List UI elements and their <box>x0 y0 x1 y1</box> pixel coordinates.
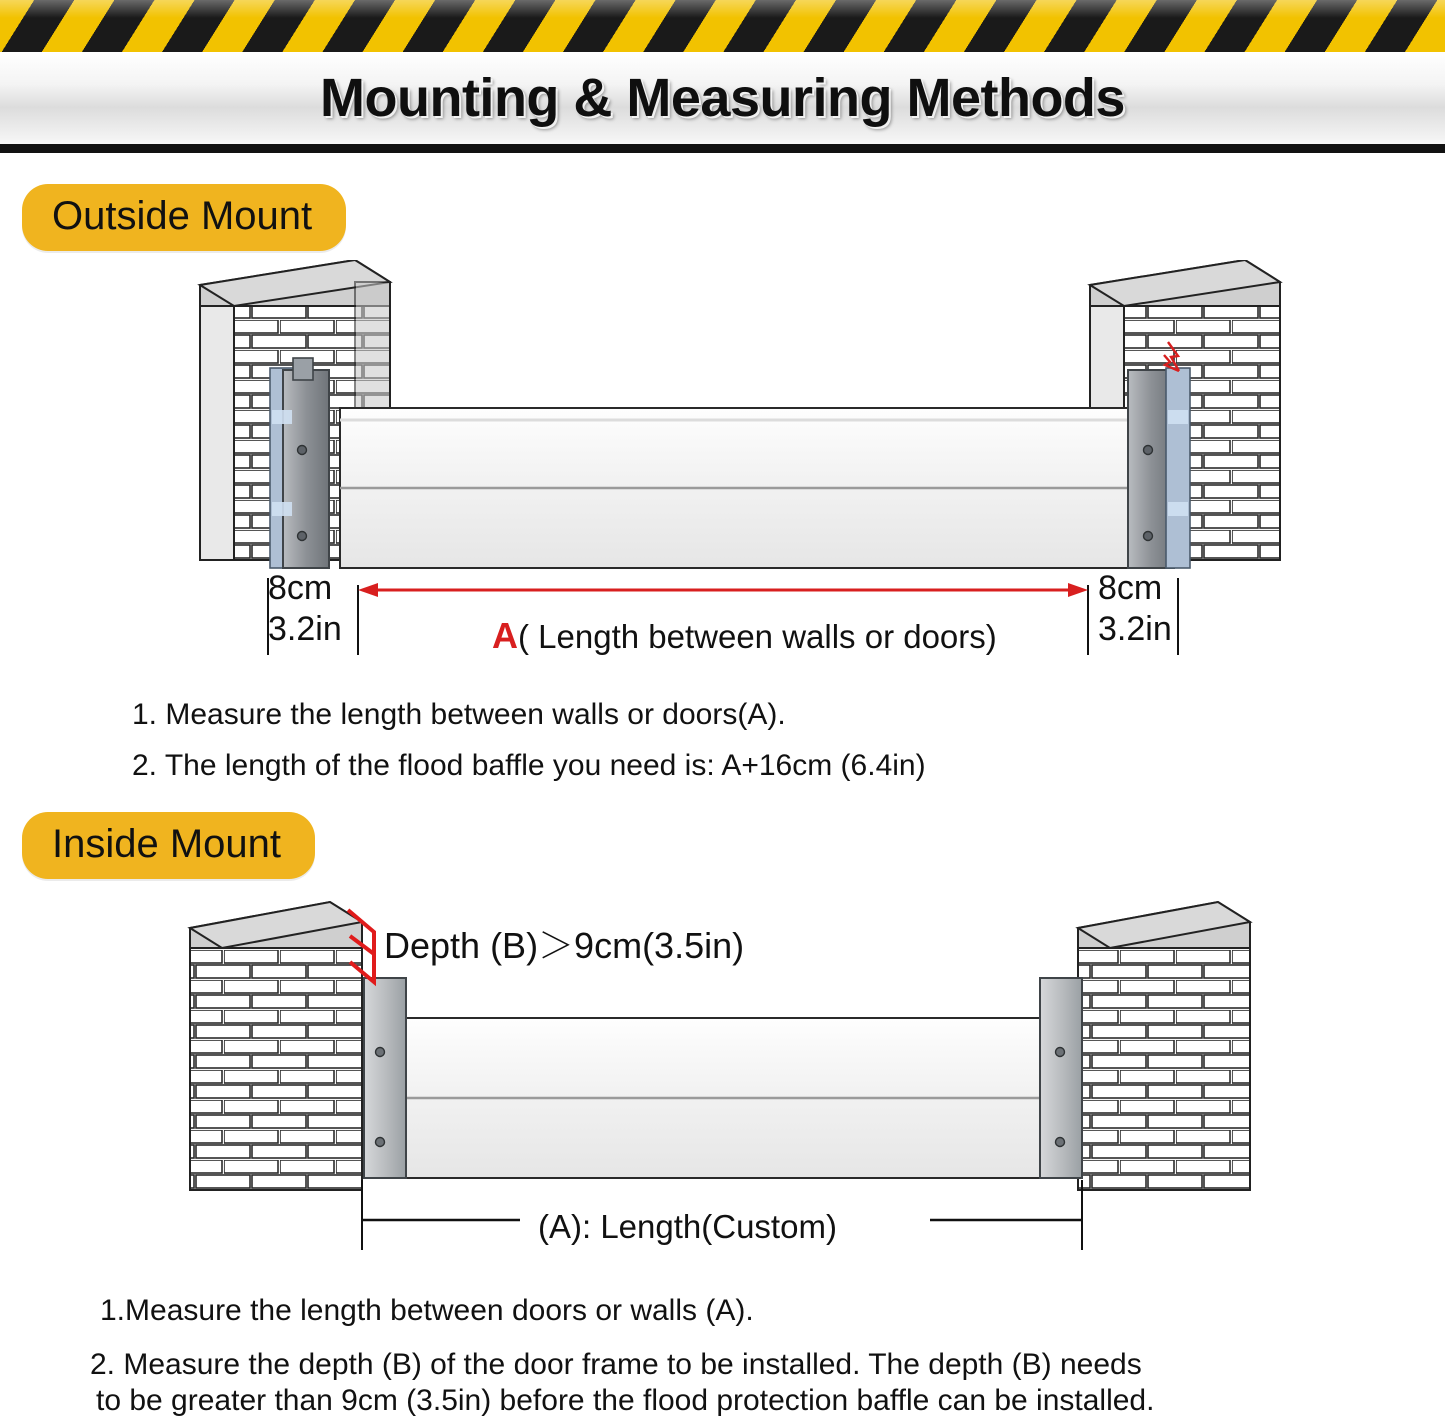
right-mount-bracket <box>1128 342 1190 568</box>
hazard-stripe-icon <box>0 0 1445 55</box>
dimension-caption-text: ( Length between walls or doors) <box>518 618 997 655</box>
outside-left-offset-imperial: 3.2in <box>268 610 342 649</box>
left-mount-bracket <box>270 358 329 568</box>
outside-step-2: 2. The length of the flood baffle you need is: A+16cm (6.4in) <box>132 749 926 782</box>
title-band <box>0 52 1445 144</box>
inside-right-wall-pillar <box>1078 902 1250 1190</box>
outside-mount-diagram <box>0 260 1445 740</box>
outside-right-offset-metric: 8cm <box>1098 569 1163 607</box>
title-underline <box>0 144 1445 153</box>
dimension-letter-a: A <box>492 615 518 656</box>
inside-left-bracket <box>364 978 406 1178</box>
inside-step-2a: 2. Measure the depth (B) of the door frame to be installed. The depth (B) needs <box>90 1348 1142 1381</box>
flood-baffle-panel <box>340 408 1140 568</box>
inside-left-wall-pillar <box>190 902 362 1190</box>
outside-right-offset-imperial: 3.2in <box>1098 610 1172 649</box>
inside-dimension-caption: (A): Length(Custom) <box>538 1208 837 1245</box>
inside-right-bracket <box>1040 978 1082 1178</box>
inside-step-2b: to be greater than 9cm (3.5in) before the flood protection baffle can be installed. <box>96 1384 1155 1417</box>
section-label-outside-mount: Outside Mount <box>22 184 346 251</box>
section-label-inside-mount: Inside Mount <box>22 812 315 879</box>
inside-flood-baffle-panel <box>390 1018 1050 1178</box>
inside-depth-note: Depth (B)＞9cm(3.5in) <box>384 925 745 966</box>
inside-step-1: 1.Measure the length between doors or walls (A). <box>100 1294 754 1327</box>
outside-dimension-caption <box>492 608 997 664</box>
page-title: Mounting & Measuring Methods <box>320 68 1125 128</box>
hazard-gloss <box>0 0 1445 18</box>
outside-right-offset-label <box>1098 568 1172 651</box>
outside-left-offset-metric: 8cm <box>268 569 333 607</box>
outside-left-offset-label <box>268 568 342 651</box>
page-header <box>0 0 1445 158</box>
outside-step-1: 1. Measure the length between walls or doors(A). <box>132 698 786 731</box>
